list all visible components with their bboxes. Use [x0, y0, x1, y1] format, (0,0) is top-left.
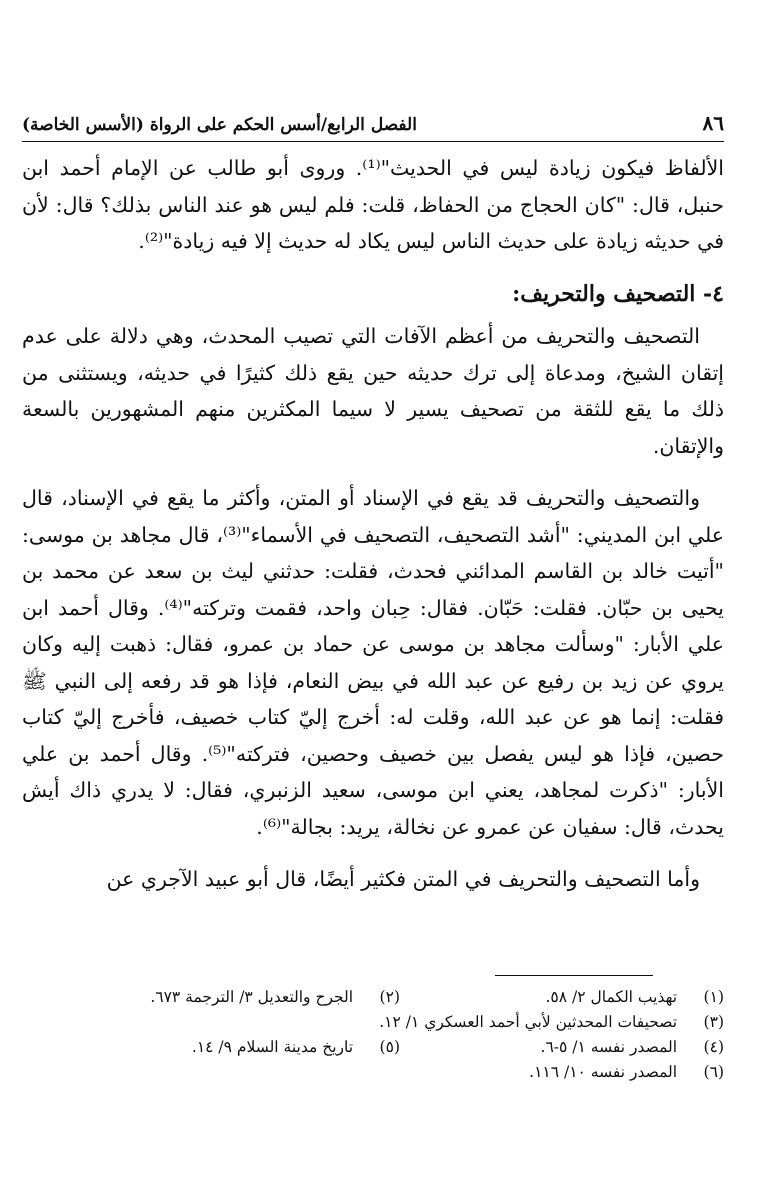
paragraph-3: والتصحيف والتحريف قد يقع في الإسناد أو المتن، وأكثر ما يقع في الإسناد، قال علي ابن المديني: "أشد التصحيف، التصحيف في الأسماء"⁽³⁾، قال مجاهد بن موسى: "أتيت خالد بن القاسم المدائني فحدث، فقلت: حدثني ليث بن سعد عن محمد بن يحيى بن حبّان. فقلت: حَبّان. فقال: حِبان واحد، فقمت وتركته"⁽⁴⁾. وقال أحمد ابن علي الأبار: "وسألت مجاهد بن موسى عن حماد بن عمرو، فقال: ذهبت إليه وكان يروي عن زيد بن رفيع عن عبد الله في بيض النعام، فإذا هو قد رفعه إلى النبي ﷺ فقلت: إنما هو عن عبد الله، وقلت له: أخرج إليّ كتاب خصيف، فأخرج إليّ كتاب حصين، فإذا هو ليس يفصل بين خصيف وحصين، فتركته"⁽⁵⁾. وقال أحمد بن علي الأبار: "ذكرت لمجاهد، يعني ابن موسى، سعيد الزنبري، فقال: لا يدري ذاك أيش يحدث، قال: سفيان عن عمرو عن نخالة، يريد: بجالة"⁽⁶⁾. — [22, 486, 724, 839]
footnote-number: (٤) — [703, 1038, 724, 1056]
footnote-text: المصدر نفسه ١/ ٥-٦. — [540, 1038, 678, 1056]
footnote-row — [100, 1060, 724, 1085]
footnote-6 — [529, 1060, 724, 1085]
footnote-number: (٥) — [379, 1038, 400, 1056]
paragraph-2: التصحيف والتحريف من أعظم الآفات التي تصيب المحدث، وهي دلالة على عدم إتقان الشيخ، ومدعاة إلى ترك حديثه حين يقع ذلك كثيرًا في حديثه، ويستثنى من ذلك ما يقع للثقة من تصحيف يسير لا سيما المكثرين منهم المشهورين بالسعة والإتقان. — [22, 324, 724, 458]
footnote-text: المصدر نفسه ١٠/ ١١٦. — [529, 1063, 678, 1081]
footnote-number: (٢) — [379, 988, 400, 1006]
footnote-text: تهذيب الكمال ٢/ ٥٨. — [545, 988, 678, 1006]
footnotes — [100, 985, 724, 1085]
main-text — [22, 150, 724, 914]
footnote-2 — [150, 985, 400, 1010]
footnote-3 — [379, 1010, 724, 1035]
footnote-row — [100, 1010, 724, 1035]
footnote-row — [100, 1035, 724, 1060]
footnote-row — [100, 985, 724, 1010]
footnote-number: (١) — [703, 988, 724, 1006]
footnote-text: تاريخ مدينة السلام ٩/ ١٤. — [191, 1038, 354, 1056]
footnote-1 — [424, 985, 724, 1010]
paragraph-1: الألفاظ فيكون زيادة ليس في الحديث"⁽¹⁾. وروى أبو طالب عن الإمام أحمد ابن حنبل، قال: "كان الحجاج من الحفاظ، قلت: فلم ليس هو عند الناس بذلك؟ قال: لأن في حديثه زيادة على حديث الناس ليس يكاد له حديث إلا فيه زيادة"⁽²⁾. — [22, 156, 724, 253]
footnote-number: (٣) — [703, 1013, 724, 1031]
section-heading: ٤- التصحيف والتحريف: — [512, 280, 724, 307]
page-number: ٨٦ — [702, 111, 724, 135]
footnote-number: (٦) — [703, 1063, 724, 1081]
footnote-text: تصحيفات المحدثين لأبي أحمد العسكري ١/ ١٢. — [379, 1013, 678, 1031]
footnote-text: الجرح والتعديل ٣/ الترجمة ٦٧٣. — [150, 988, 354, 1006]
footnote-4 — [424, 1035, 724, 1060]
page-header — [22, 98, 724, 142]
footnote-5 — [192, 1035, 400, 1060]
paragraph-4: وأما التصحيف والتحريف في المتن فكثير أيضًا، قال أبو عبيد الآجري عن — [106, 867, 700, 891]
running-head: الفصل الرابع/أسس الحكم على الرواة (الأسس الخاصة) — [22, 115, 417, 135]
footnote-divider — [495, 975, 653, 976]
